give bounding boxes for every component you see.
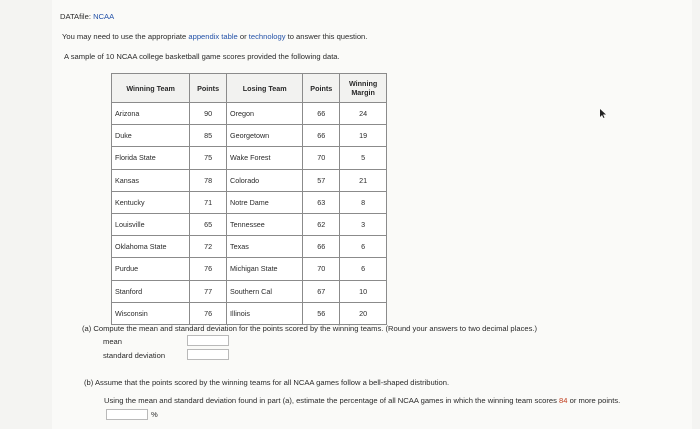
margin-cell: 6 bbox=[340, 236, 387, 258]
table-row bbox=[112, 125, 387, 147]
header-margin-line1: Winning bbox=[348, 79, 378, 88]
winning-points-cell: 90 bbox=[190, 103, 227, 125]
table-header-row bbox=[112, 74, 387, 103]
winning-points-cell: 77 bbox=[190, 280, 227, 302]
datafile-line bbox=[60, 12, 114, 21]
part-b-line2-suffix: or more points. bbox=[567, 396, 621, 405]
margin-cell: 6 bbox=[340, 258, 387, 280]
mean-label: mean bbox=[103, 337, 122, 346]
winning-team-cell: Duke bbox=[112, 125, 190, 147]
losing-team-cell: Illinois bbox=[227, 302, 303, 324]
winning-points-cell: 65 bbox=[190, 213, 227, 235]
intro-text: A sample of 10 NCAA college basketball game scores provided the following data. bbox=[64, 52, 340, 61]
mean-input[interactable] bbox=[187, 335, 229, 346]
margin-cell: 21 bbox=[340, 169, 387, 191]
part-b-text: (b) Assume that the points scored by the winning teams for all NCAA games follow a bell-shaped distribution. bbox=[84, 378, 450, 387]
scores-table bbox=[111, 73, 387, 325]
winning-points-cell: 72 bbox=[190, 236, 227, 258]
winning-team-cell: Arizona bbox=[112, 103, 190, 125]
losing-team-cell: Colorado bbox=[227, 169, 303, 191]
losing-team-cell: Southern Cal bbox=[227, 280, 303, 302]
winning-points-cell: 76 bbox=[190, 258, 227, 280]
mouse-cursor-icon bbox=[600, 109, 606, 118]
instruction-line bbox=[62, 32, 367, 41]
header-winning-team: Winning Team bbox=[112, 74, 190, 103]
table-row bbox=[112, 147, 387, 169]
percentage-input[interactable] bbox=[106, 409, 148, 420]
datafile-link[interactable]: NCAA bbox=[93, 12, 115, 21]
winning-team-cell: Louisville bbox=[112, 213, 190, 235]
losing-points-cell: 70 bbox=[303, 147, 340, 169]
winning-points-cell: 76 bbox=[190, 302, 227, 324]
instruction-suffix: to answer this question. bbox=[285, 32, 368, 41]
losing-points-cell: 67 bbox=[303, 280, 340, 302]
losing-team-cell: Oregon bbox=[227, 103, 303, 125]
losing-points-cell: 56 bbox=[303, 302, 340, 324]
winning-team-cell: Florida State bbox=[112, 147, 190, 169]
losing-points-cell: 63 bbox=[303, 191, 340, 213]
margin-cell: 3 bbox=[340, 213, 387, 235]
winning-points-cell: 85 bbox=[190, 125, 227, 147]
table-row bbox=[112, 103, 387, 125]
standard-deviation-input[interactable] bbox=[187, 349, 229, 360]
losing-team-cell: Georgetown bbox=[227, 125, 303, 147]
losing-team-cell: Tennessee bbox=[227, 213, 303, 235]
losing-points-cell: 66 bbox=[303, 236, 340, 258]
part-a-text: (a) Compute the mean and standard deviation for the points scored by the winning teams. (Round your answers to two decimal places.) bbox=[82, 324, 538, 333]
table-row bbox=[112, 236, 387, 258]
appendix-table-link[interactable]: appendix table bbox=[188, 32, 238, 41]
table-row bbox=[112, 302, 387, 324]
instruction-mid: or bbox=[237, 32, 249, 41]
winning-team-cell: Oklahoma State bbox=[112, 236, 190, 258]
margin-cell: 19 bbox=[340, 125, 387, 147]
losing-points-cell: 57 bbox=[303, 169, 340, 191]
header-losing-points: Points bbox=[303, 74, 340, 103]
table-row bbox=[112, 280, 387, 302]
margin-cell: 10 bbox=[340, 280, 387, 302]
datafile-label: DATAfile: bbox=[60, 12, 94, 21]
header-winning-margin bbox=[340, 74, 387, 103]
losing-points-cell: 70 bbox=[303, 258, 340, 280]
header-losing-team: Losing Team bbox=[227, 74, 303, 103]
instruction-prefix: You may need to use the appropriate bbox=[62, 32, 189, 41]
part-b-line2 bbox=[104, 396, 620, 405]
table-row bbox=[112, 191, 387, 213]
margin-cell: 20 bbox=[340, 302, 387, 324]
winning-points-cell: 71 bbox=[190, 191, 227, 213]
margin-cell: 8 bbox=[340, 191, 387, 213]
losing-team-cell: Notre Dame bbox=[227, 191, 303, 213]
margin-cell: 24 bbox=[340, 103, 387, 125]
table-row bbox=[112, 169, 387, 191]
margin-cell: 5 bbox=[340, 147, 387, 169]
winning-team-cell: Purdue bbox=[112, 258, 190, 280]
winning-points-cell: 75 bbox=[190, 147, 227, 169]
winning-team-cell: Stanford bbox=[112, 280, 190, 302]
winning-team-cell: Wisconsin bbox=[112, 302, 190, 324]
losing-team-cell: Michigan State bbox=[227, 258, 303, 280]
header-winning-points: Points bbox=[190, 74, 227, 103]
sd-label: standard deviation bbox=[103, 351, 166, 360]
losing-points-cell: 66 bbox=[303, 103, 340, 125]
winning-team-cell: Kansas bbox=[112, 169, 190, 191]
table-row bbox=[112, 213, 387, 235]
percent-unit: % bbox=[151, 410, 158, 419]
losing-team-cell: Wake Forest bbox=[227, 147, 303, 169]
part-b-highlight-value: 84 bbox=[559, 396, 568, 405]
part-b-line2-prefix: Using the mean and standard deviation found in part (a), estimate the percentage of all NCAA games in which the winning team scores bbox=[104, 396, 560, 405]
header-margin-line2: Margin bbox=[351, 88, 375, 97]
winning-team-cell: Kentucky bbox=[112, 191, 190, 213]
losing-points-cell: 62 bbox=[303, 213, 340, 235]
table-row bbox=[112, 258, 387, 280]
losing-team-cell: Texas bbox=[227, 236, 303, 258]
winning-points-cell: 78 bbox=[190, 169, 227, 191]
losing-points-cell: 66 bbox=[303, 125, 340, 147]
technology-link[interactable]: technology bbox=[248, 32, 286, 41]
